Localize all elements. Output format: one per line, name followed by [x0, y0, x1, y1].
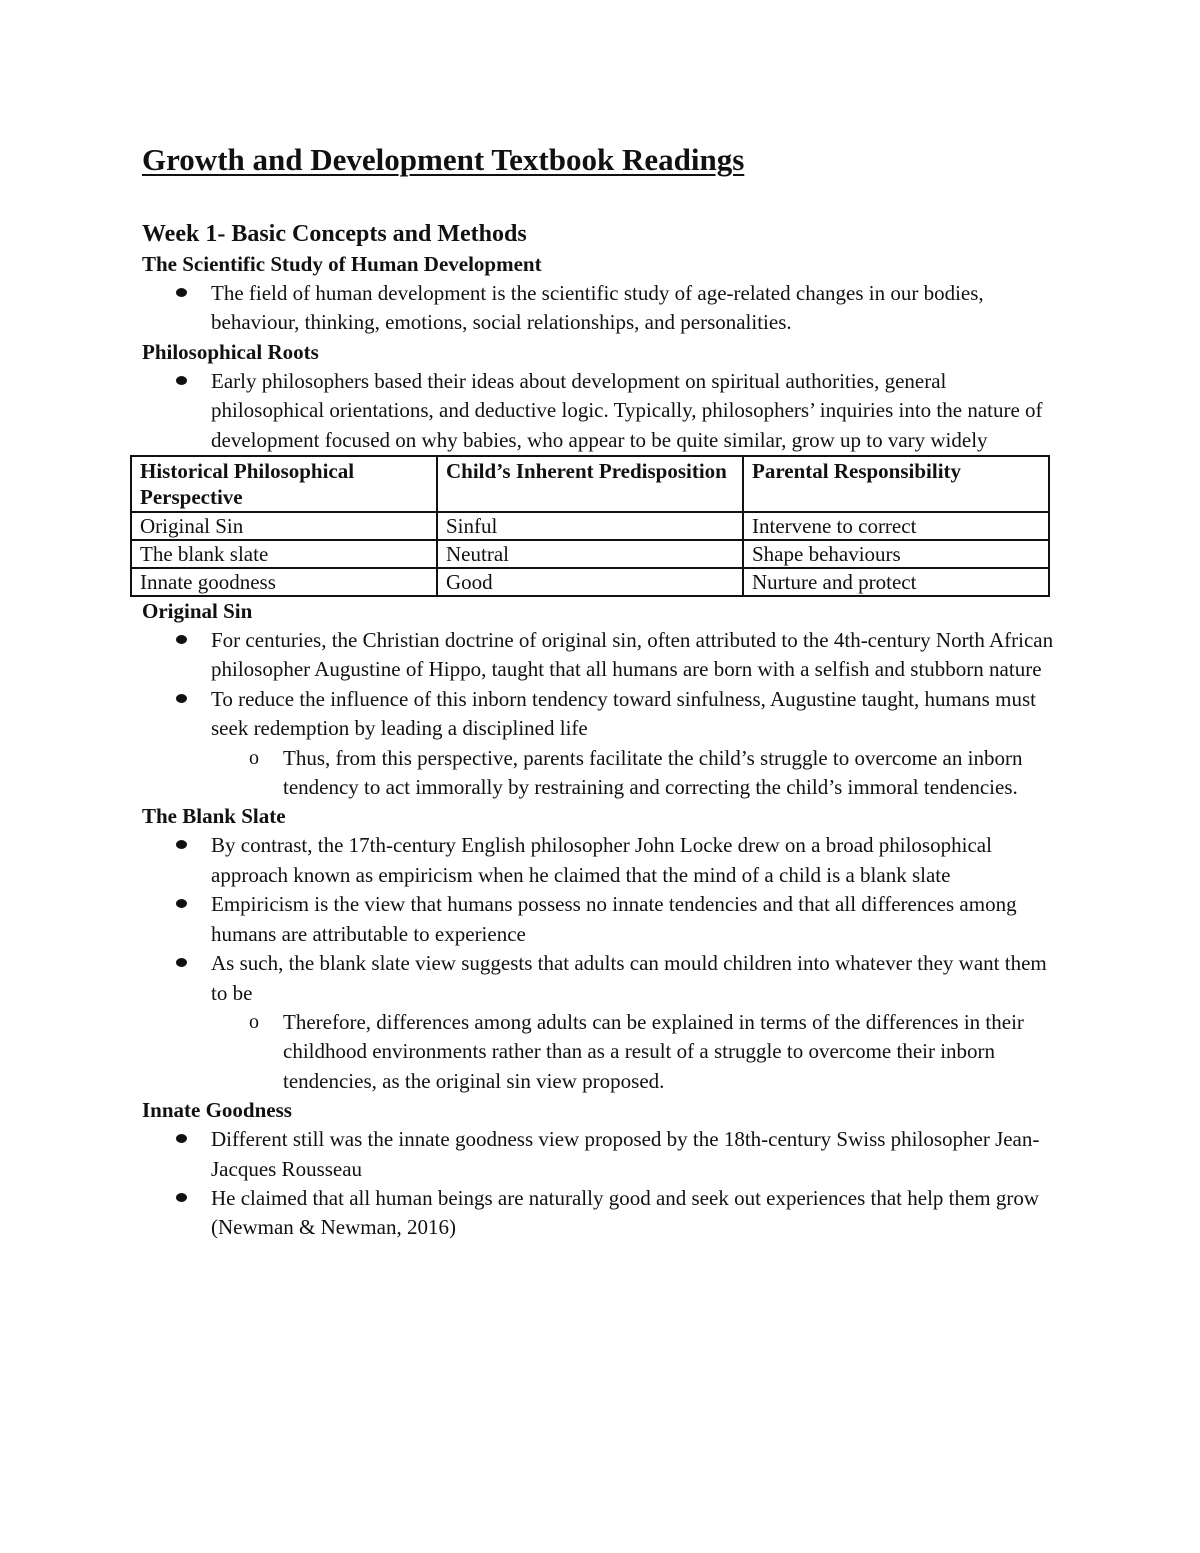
table-cell: Neutral [437, 540, 743, 568]
list-item [142, 1184, 1062, 1243]
list-item [142, 1125, 1062, 1184]
sub-list-item [142, 744, 1058, 803]
document-title: Growth and Development Textbook Readings [142, 142, 745, 177]
table-header-cell: Historical Philosophical Perspective [131, 456, 437, 512]
sub-bullet-icon: o [249, 746, 259, 769]
table-cell: Shape behaviours [743, 540, 1049, 568]
section-heading-philosophical-roots: Philosophical Roots [142, 339, 319, 364]
sub-list-item-text: Therefore, differences among adults can be explained in terms of the differences in their childhood environments rather than as a result of a struggle to overcome their inborn tendencies, as the original sin view proposed. [283, 1009, 1024, 1093]
table-row [131, 540, 1049, 568]
table-cell: Original Sin [131, 512, 437, 540]
list-item [142, 685, 1062, 744]
table-row [131, 568, 1049, 596]
list-item-text: For centuries, the Christian doctrine of original sin, often attributed to the 4th-century North African philosopher Augustine of Hippo, taught that all humans are born with a selfish and stubborn nature [211, 628, 1054, 682]
table-cell: Good [437, 568, 743, 596]
bullet-icon [176, 840, 187, 849]
bullet-list [142, 279, 1062, 338]
bullet-icon [176, 288, 187, 297]
table-header-row [131, 456, 1049, 512]
list-item [142, 890, 1062, 949]
list-item-text: To reduce the influence of this inborn tendency toward sinfulness, Augustine taught, humans must seek redemption by leading a disciplined life [211, 686, 1036, 741]
section-heading-innate-goodness: Innate Goodness [142, 1098, 292, 1123]
table-cell: Sinful [437, 512, 743, 540]
table-cell: The blank slate [131, 540, 437, 568]
table-cell: Nurture and protect [743, 568, 1049, 596]
list-item-text: The field of human development is the scientific study of age-related changes in our bodies, behaviour, thinking, emotions, social relationships, and personalities. [211, 281, 984, 335]
bullet-icon [176, 376, 187, 385]
list-item-text: Different still was the innate goodness view proposed by the 18th-century Swiss philosopher Jean-Jacques Rousseau [211, 1127, 1040, 1181]
bullet-icon [176, 958, 187, 967]
bullet-list [142, 831, 1062, 1096]
list-item-text: As such, the blank slate view suggests that adults can mould children into whatever they want them to be [211, 951, 1047, 1005]
list-item [142, 367, 1062, 455]
bullet-list [142, 367, 1062, 455]
bullet-icon [176, 899, 187, 908]
bullet-icon [176, 1134, 187, 1143]
list-item [142, 831, 1062, 890]
table-header-cell: Parental Responsibility [743, 456, 1049, 512]
section-heading-scientific-study: The Scientific Study of Human Development [142, 252, 542, 276]
philosophical-perspectives-table [130, 455, 1050, 597]
sub-list-item [142, 1008, 1058, 1096]
bullet-list [142, 1125, 1062, 1243]
document-body [142, 138, 1062, 1243]
table-cell: Intervene to correct [743, 512, 1049, 540]
bullet-list [142, 626, 1062, 802]
list-item-text: He claimed that all human beings are naturally good and seek out experiences that help them grow (Newman & Newman, 2016) [211, 1185, 1040, 1240]
table-cell: Innate goodness [131, 568, 437, 596]
bullet-icon [176, 694, 187, 703]
section-heading-blank-slate: The Blank Slate [142, 804, 286, 829]
table-row [131, 512, 1049, 540]
table-header-cell: Child’s Inherent Predisposition [437, 456, 743, 512]
week-heading: Week 1- Basic Concepts and Methods [142, 221, 527, 247]
bullet-icon [176, 635, 187, 644]
bullet-icon [176, 1193, 187, 1202]
section-heading-original-sin: Original Sin [142, 599, 253, 624]
list-item-text: By contrast, the 17th-century English philosopher John Locke drew on a broad philosophical approach known as empiricism when he claimed that the mind of a child is a blank slate [211, 833, 992, 887]
list-item [142, 949, 1062, 1008]
list-item [142, 626, 1062, 685]
list-item [142, 279, 1062, 338]
list-item-text: Empiricism is the view that humans possess no innate tendencies and that all differences among humans are attributable to experience [211, 892, 1017, 946]
sub-bullet-icon: o [249, 1010, 259, 1033]
list-item-text: Early philosophers based their ideas about development on spiritual authorities, general philosophical orientations, and deductive logic. Typically, philosophers’ inquiries into the nature of development focused on why babies, who appear to be quite similar, grow up to vary widely [211, 368, 1043, 452]
sub-list-item-text: Thus, from this perspective, parents facilitate the child’s struggle to overcome an inborn tendency to act immorally by restraining and correcting the child’s immoral tendencies. [283, 745, 1023, 800]
